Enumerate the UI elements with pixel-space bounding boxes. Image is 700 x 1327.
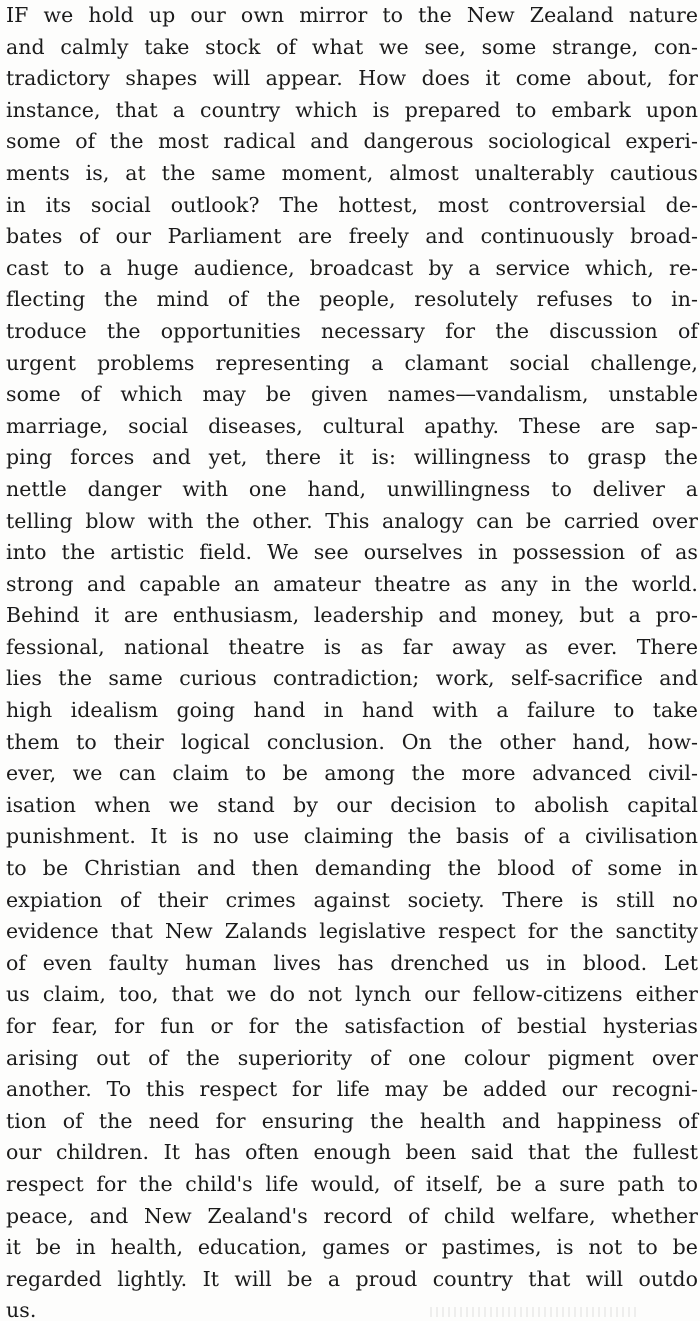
text-line: IF we hold up our own mirror to the New Zealand nature <box>6 3 698 27</box>
text-line: strong and capable an amateur theatre as any in the world. <box>6 571 698 596</box>
text-line: them to their logical conclusion. On the other hand, how- <box>6 729 698 754</box>
text-line: flecting the mind of the people, resolutely refuses to in- <box>6 287 698 312</box>
text-line: fessional, national theatre is as far away as ever. There <box>6 634 698 659</box>
text-line: evidence that New Zalands legislative respect for the sanctity <box>6 919 698 944</box>
text-line: troduce the opportunities necessary for the discussion of <box>6 318 698 343</box>
text-line: some of which may be given names—vandalism, unstable <box>6 382 698 407</box>
text-line: peace, and New Zealand's record of child welfare, whether <box>6 1203 698 1228</box>
text-line: and calmly take stock of what we see, some strange, con- <box>6 34 698 59</box>
text-line: for fear, for fun or for the satisfaction of bestial hysterias <box>6 1014 698 1038</box>
text-line: in its social outlook? The hottest, most controversial de- <box>6 192 698 217</box>
text-line: us claim, too, that we do not lynch our fellow-citizens either <box>6 982 698 1007</box>
text-line: our children. It has often enough been said that the fullest <box>6 1140 698 1165</box>
text-line: some of the most radical and dangerous sociological experi- <box>6 129 698 154</box>
text-line: tion of the need for ensuring the health and happiness of <box>6 1108 698 1133</box>
text-line: ping forces and yet, there it is: willingness to grasp the <box>6 445 698 470</box>
text-line: marriage, social diseases, cultural apathy. These are sap- <box>6 413 698 438</box>
text-line: punishment. It is no use claiming the basis of a civilisation <box>6 824 698 849</box>
text-line: arising out of the superiority of one colour pigment over <box>6 1045 698 1070</box>
text-line-last: us. <box>6 1298 37 1323</box>
print-smudge <box>430 1307 640 1317</box>
text-line: tradictory shapes will appear. How does it come about, for <box>6 66 698 91</box>
text-line: into the artistic field. We see ourselves in possession of as <box>6 540 698 565</box>
text-line: regarded lightly. It will be a proud country that will outdo <box>6 1266 698 1291</box>
text-line: isation when we stand by our decision to abolish capital <box>6 792 698 817</box>
text-line: Behind it are enthusiasm, leadership and money, but a pro- <box>6 603 698 628</box>
text-line: bates of our Parliament are freely and continuously broad- <box>6 224 698 249</box>
text-line: ever, we can claim to be among the more advanced civil- <box>6 761 698 786</box>
text-line: telling blow with the other. This analogy can be carried over <box>6 508 698 533</box>
body-paragraph <box>6 0 698 1327</box>
text-line: instance, that a country which is prepared to embark upon <box>6 97 698 122</box>
text-line: expiation of their crimes against society. There is still no <box>6 887 698 912</box>
text-line: nettle danger with one hand, unwillingness to deliver a <box>6 476 698 501</box>
text-line: urgent problems representing a clamant social challenge, <box>6 350 698 375</box>
text-line: ments is, at the same moment, almost unalterably cautious <box>6 160 698 185</box>
text-line: to be Christian and then demanding the blood of some in <box>6 856 698 881</box>
text-line: lies the same curious contradiction; work, self-sacrifice and <box>6 666 698 691</box>
text-line: another. To this respect for life may be added our recogni- <box>6 1077 698 1102</box>
text-line: cast to a huge audience, broadcast by a service which, re- <box>6 255 698 280</box>
text-line: high idealism going hand in hand with a failure to take <box>6 698 698 723</box>
text-line: it be in health, education, games or pastimes, is not to be <box>6 1235 698 1260</box>
text-line: of even faulty human lives has drenched us in blood. Let <box>6 950 698 975</box>
text-line: respect for the child's life would, of itself, be a sure path to <box>6 1171 698 1196</box>
